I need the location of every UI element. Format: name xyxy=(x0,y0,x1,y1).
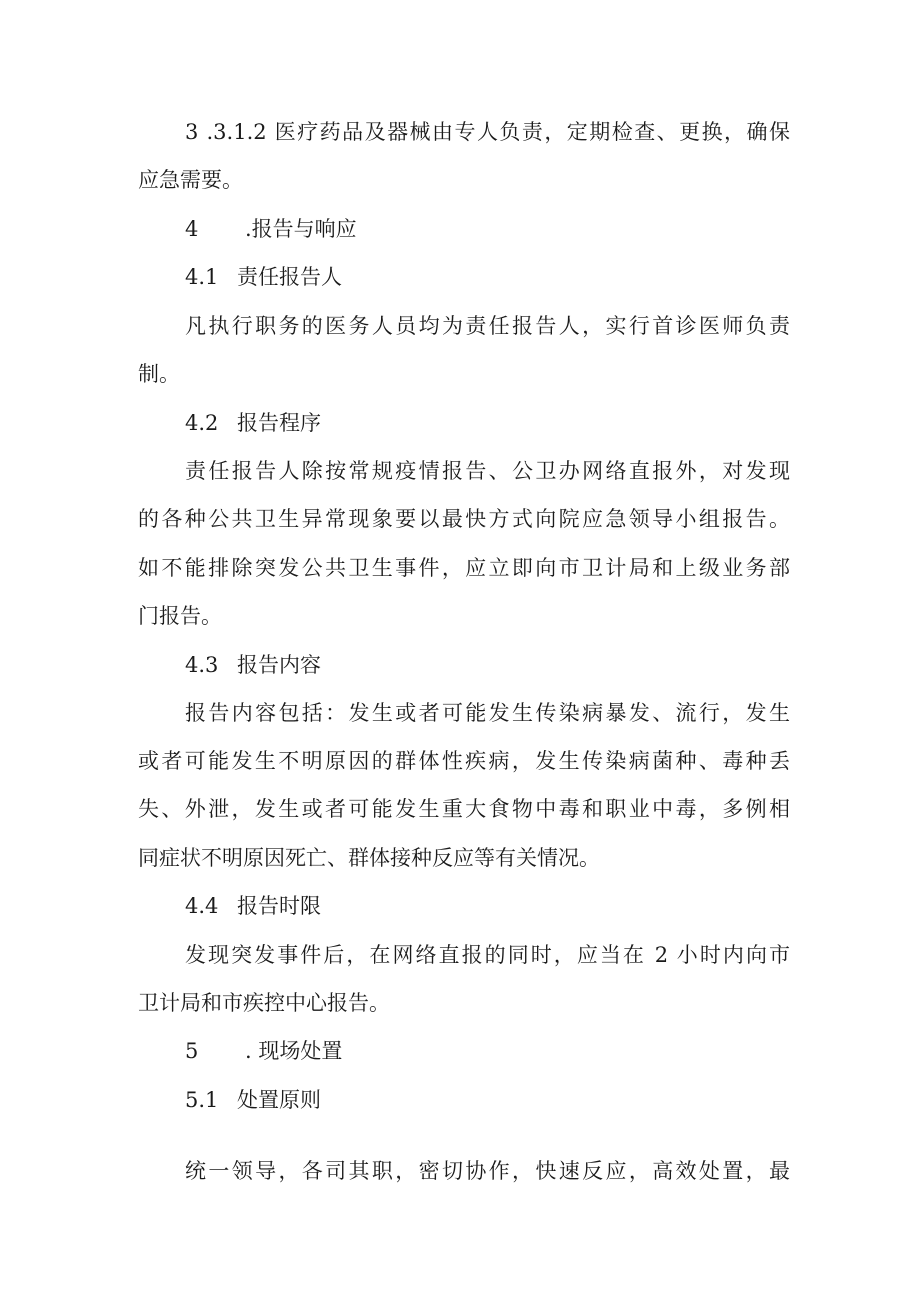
heading-4-2-title: 报告程序 xyxy=(237,411,321,435)
paragraph-4-3-line-4: 同症状不明原因死亡、群体接种反应等有关情况。 xyxy=(138,846,600,870)
heading-4-3-title: 报告内容 xyxy=(237,653,321,677)
paragraph-3-3-1-2-line-1: 3 .3.1.2 医疗药品及器械由专人负责，定期检查、更换，确保 xyxy=(185,120,790,144)
heading-5-title: . 现场处置 xyxy=(245,1039,343,1063)
paragraph-4-2-line-4: 门报告。 xyxy=(138,604,222,628)
heading-5-number: 5 xyxy=(185,1039,199,1063)
paragraph-4-1-line-2: 制。 xyxy=(138,362,180,386)
paragraph-4-3-line-1: 报告内容包括：发生或者可能发生传染病暴发、流行，发生 xyxy=(185,701,790,725)
paragraph-4-3-line-3: 失、外泄，发生或者可能发生重大食物中毒和职业中毒，多例相 xyxy=(138,797,790,821)
heading-4-3-number: 4.3 xyxy=(185,653,219,677)
heading-5 xyxy=(185,1036,790,1066)
heading-4-1-title: 责任报告人 xyxy=(237,265,342,289)
heading-4-1 xyxy=(185,262,790,292)
heading-4-2-number: 4.2 xyxy=(185,411,219,435)
heading-5-1-title: 处置原则 xyxy=(237,1088,321,1112)
paragraph-4-1-line-1: 凡执行职务的医务人员均为责任报告人，实行首诊医师负责 xyxy=(185,314,790,338)
heading-4-1-number: 4.1 xyxy=(185,265,219,289)
heading-4 xyxy=(185,214,790,244)
heading-5-1 xyxy=(185,1085,790,1115)
paragraph-4-3-line-2: 或者可能发生不明原因的群体性疾病，发生传染病菌种、毒种丢 xyxy=(138,749,790,773)
heading-4-number: 4 xyxy=(185,217,199,241)
paragraph-5-1-line-1: 统一领导，各司其职，密切协作，快速反应，高效处置，最 xyxy=(185,1159,790,1183)
heading-4-2 xyxy=(185,408,790,438)
paragraph-4-2-line-1: 责任报告人除按常规疫情报告、公卫办网络直报外，对发现 xyxy=(185,459,790,483)
paragraph-3-3-1-2-line-2: 应急需要。 xyxy=(138,168,243,192)
paragraph-4-2-line-3: 如不能排除突发公共卫生事件，应立即向市卫计局和上级业务部 xyxy=(138,556,790,580)
paragraph-4-4-line-2: 卫计局和市疾控中心报告。 xyxy=(138,991,390,1015)
paragraph-4-4-line-1: 发现突发事件后，在网络直报的同时，应当在 2 小时内向市 xyxy=(185,943,790,967)
paragraph-4-2-line-2: 的各种公共卫生异常现象要以最快方式向院应急领导小组报告。 xyxy=(138,507,790,531)
heading-4-title: .报告与响应 xyxy=(245,217,357,241)
heading-5-1-number: 5.1 xyxy=(185,1088,219,1112)
heading-4-3 xyxy=(185,650,790,680)
heading-4-4 xyxy=(185,891,790,921)
heading-4-4-number: 4.4 xyxy=(185,894,219,918)
heading-4-4-title: 报告时限 xyxy=(237,894,321,918)
